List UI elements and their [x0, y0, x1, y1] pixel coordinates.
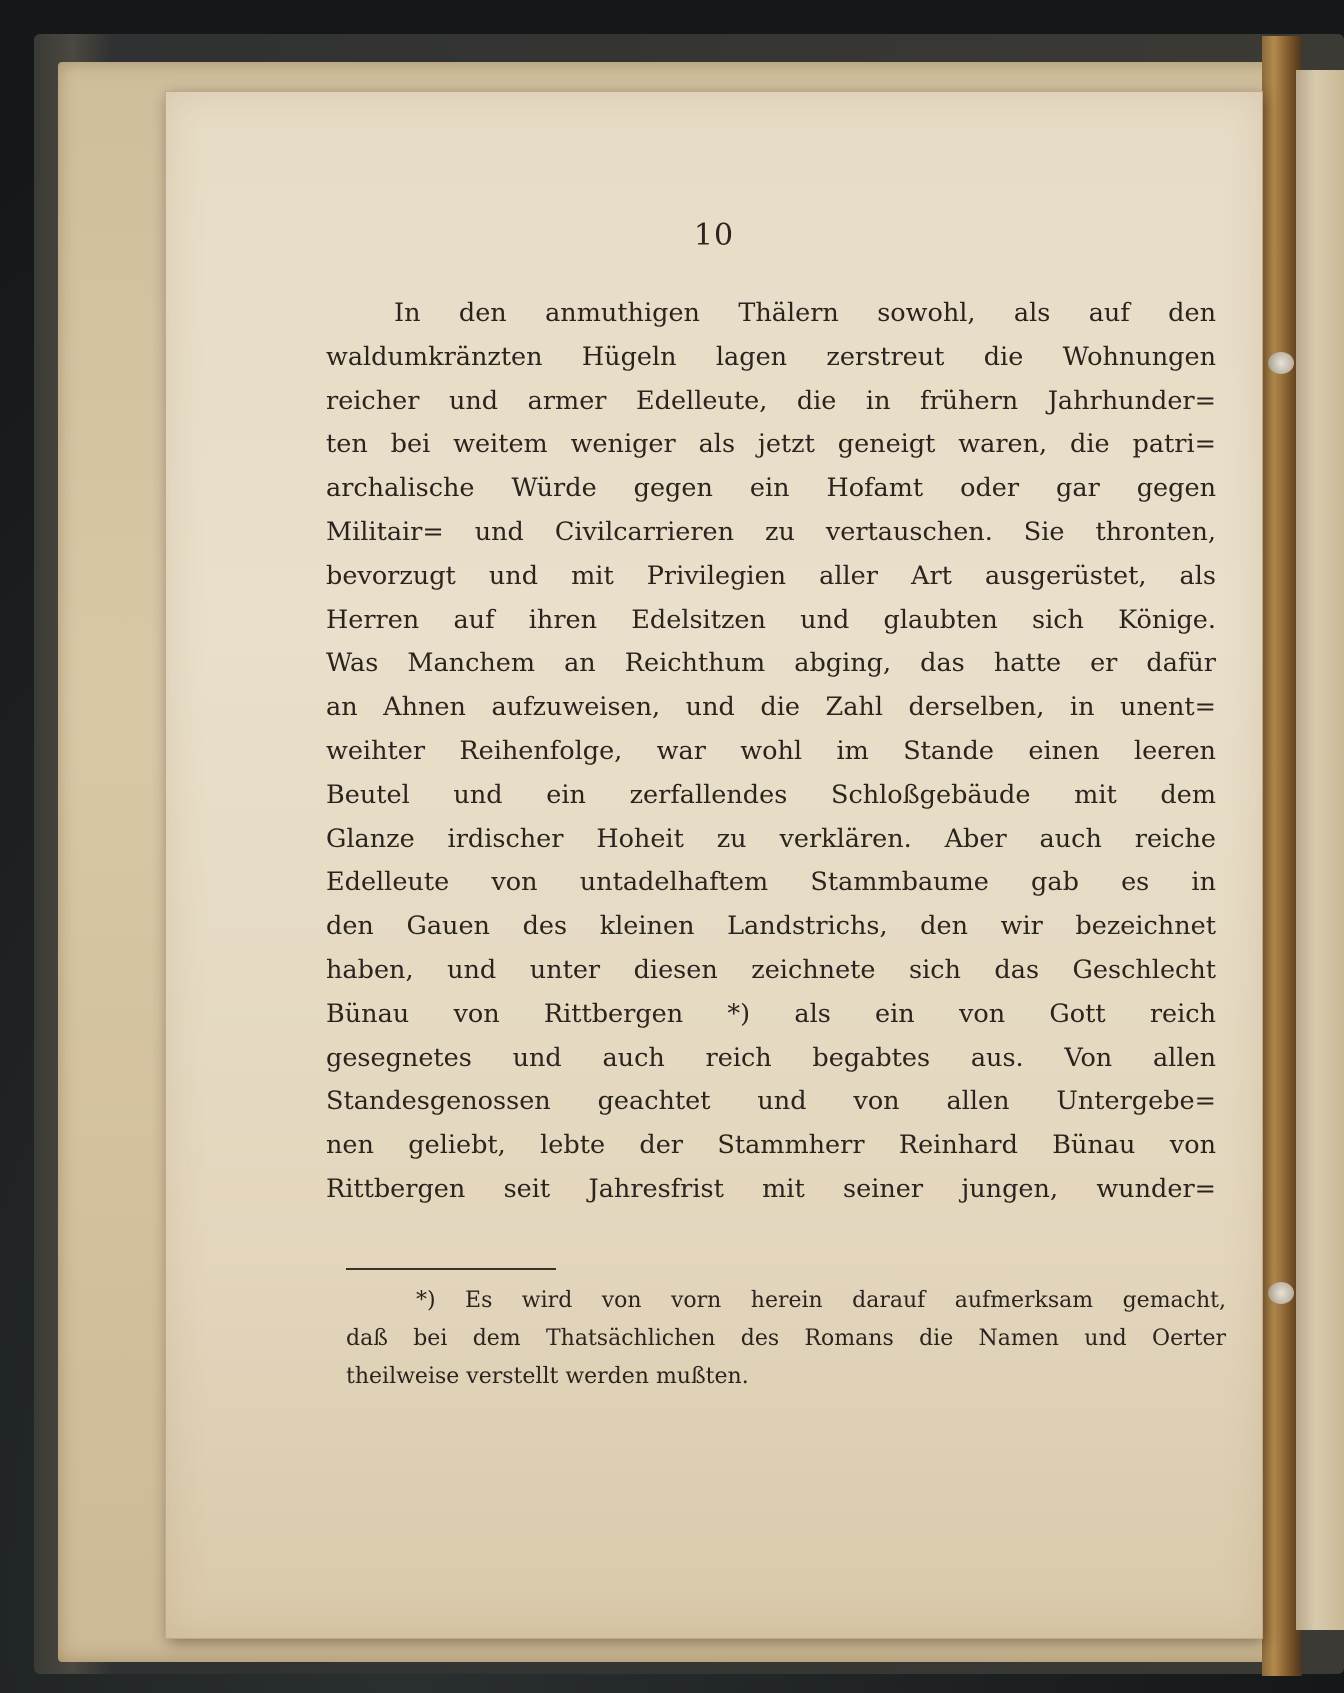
text-line: Militair= und Civilcarrieren zu vertauschen. Sie thronten, — [326, 516, 1216, 547]
text-line: Glanze irdischer Hoheit zu verklären. Aber auch reiche — [326, 823, 1216, 854]
binding-thread — [1268, 1282, 1294, 1304]
text-line: an Ahnen aufzuweisen, und die Zahl derselben, in unent= — [326, 692, 1216, 723]
text-line: den Gauen des kleinen Landstrichs, den wir bezeichnet — [326, 911, 1216, 942]
text-line: Was Manchem an Reichthum abging, das hatte er dafür — [326, 648, 1216, 679]
page-number: 10 — [693, 218, 735, 253]
text-line: nen geliebt, lebte der Stammherr Reinhard Bünau von — [326, 1130, 1216, 1161]
footnote-line: *) Es wird von vorn herein darauf aufmerksam gemacht, — [416, 1288, 1226, 1313]
binding-thread — [1268, 352, 1294, 374]
text-line: waldumkränzten Hügeln lagen zerstreut die Wohnungen — [326, 341, 1216, 372]
footnote-line: daß bei dem Thatsächlichen des Romans die Namen und Oerter — [346, 1326, 1226, 1351]
text-line: weihter Reihenfolge, war wohl im Stande einen leeren — [326, 735, 1216, 766]
book-page — [166, 92, 1262, 1638]
text-line: archalische Würde gegen ein Hofamt oder gar gegen — [326, 473, 1216, 504]
text-line: gesegnetes und auch reich begabtes aus. Von allen — [326, 1042, 1216, 1073]
footnote — [346, 1282, 1226, 1396]
text-line: Edelleute von untadelhaftem Stammbaume gab es in — [326, 867, 1216, 898]
text-line: Rittbergen seit Jahresfrist mit seiner jungen, wunder= — [326, 1173, 1216, 1204]
text-line: ten bei weitem weniger als jetzt geneigt waren, die patri= — [326, 429, 1216, 460]
text-line: In den anmuthigen Thälern sowohl, als auf den — [394, 298, 1216, 328]
footnote-separator — [346, 1268, 556, 1270]
text-line: Beutel und ein zerfallendes Schloßgebäude mit dem — [326, 779, 1216, 810]
text-line: Bünau von Rittbergen *) als ein von Gott reich — [326, 998, 1216, 1029]
text-line: bevorzugt und mit Privilegien aller Art ausgerüstet, als — [326, 560, 1216, 591]
text-line: Herren auf ihren Edelsitzen und glaubten sich Könige. — [326, 604, 1216, 635]
text-line: reicher und armer Edelleute, die in frühern Jahrhunder= — [326, 385, 1216, 416]
facing-page-edge — [1296, 70, 1344, 1630]
footnote-line: theilweise verstellt werden mußten. — [346, 1364, 749, 1389]
text-line: Standesgenossen geachtet und von allen Untergebe= — [326, 1086, 1216, 1117]
text-line: haben, und unter diesen zeichnete sich das Geschlecht — [326, 954, 1216, 985]
body-text — [326, 292, 1216, 1212]
